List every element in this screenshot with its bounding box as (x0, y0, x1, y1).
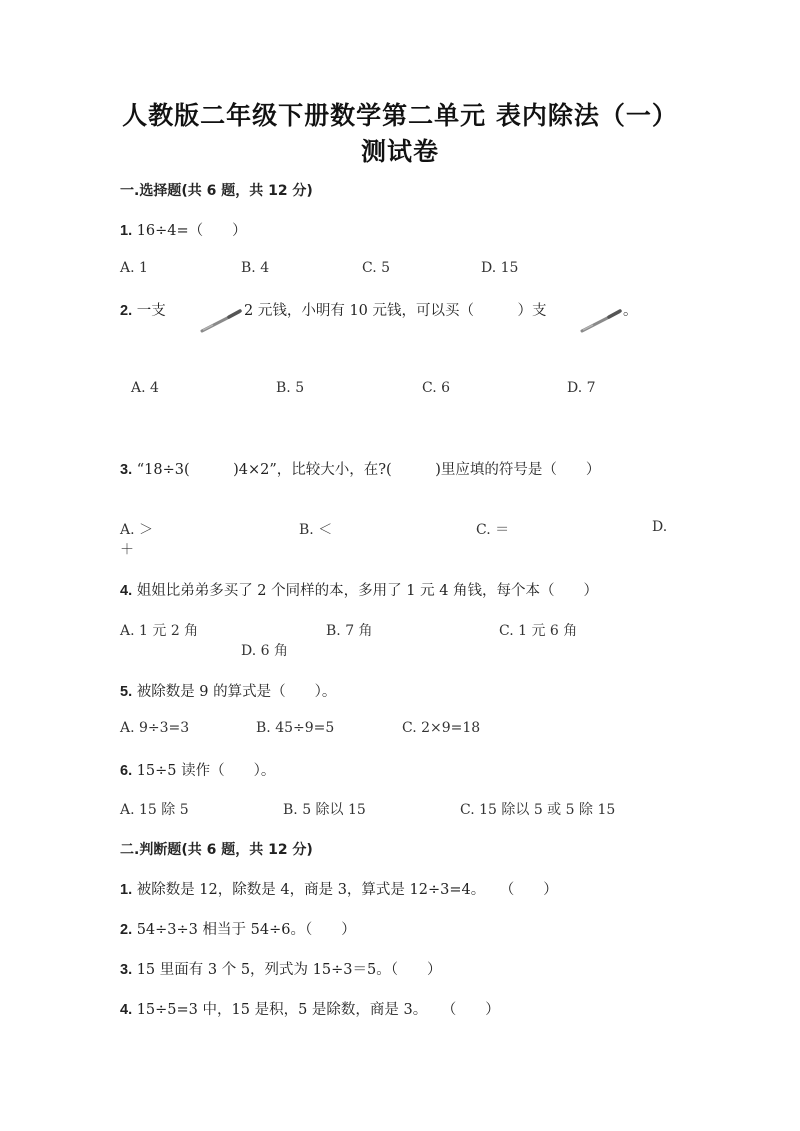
judgment-question-1 (120, 878, 558, 899)
question-1 (120, 219, 247, 240)
option-b: B. ＜ (299, 522, 333, 538)
option-a: A. 1 (120, 260, 148, 276)
option-a: A. 15 除 5 (120, 802, 189, 818)
question-6 (120, 759, 275, 780)
option-d-value: ＋ (120, 542, 134, 558)
option-c: C. 1 元 6 角 (499, 623, 578, 639)
question-2-text-b: 2 元钱，小明有 10 元钱，可以买（ ）支 (244, 303, 547, 319)
option-d: D. 15 (481, 260, 519, 276)
option-c: C. 6 (422, 380, 451, 396)
question-2-text-c: 。 (623, 303, 638, 319)
question-text: 15 里面有 3 个 5，列式为 15÷3＝5。（ ） (132, 962, 442, 978)
question-text: 54÷3÷3 相当于 54÷6。（ ） (132, 922, 356, 938)
option-b: B. 7 角 (326, 623, 373, 639)
option-d: D. (652, 519, 668, 535)
option-a: A. 1 元 2 角 (120, 623, 199, 639)
question-text-part-a: 一支 (132, 303, 166, 319)
pen-icon (579, 306, 623, 334)
option-c: C. ＝ (476, 522, 510, 538)
section-header-judgment: 二.判断题(共 6 题，共 12 分) (120, 842, 313, 858)
question-text: 15÷5 读作（ ）。 (132, 763, 276, 779)
question-text: “18÷3( )4×2”，比较大小，在?( )里应填的符号是（ ） (132, 462, 601, 478)
question-text: 被除数是 12，除数是 4，商是 3，算式是 12÷3=4。 （ ） (132, 882, 558, 898)
option-d: D. 6 角 (241, 643, 288, 659)
option-d: D. 7 (567, 380, 596, 396)
judgment-question-4 (120, 998, 500, 1019)
question-number: 2. (120, 303, 133, 319)
question-number: 6. (120, 763, 133, 779)
judgment-question-3 (120, 958, 441, 979)
question-text: 16÷4=（ ） (132, 223, 247, 239)
option-c: C. 15 除以 5 或 5 除 15 (460, 802, 616, 818)
question-4 (120, 579, 598, 600)
judgment-question-2 (120, 918, 356, 939)
option-b: B. 4 (241, 260, 270, 276)
question-number: 4. (120, 583, 133, 599)
question-number: 3. (120, 962, 133, 978)
option-c: C. 5 (362, 260, 391, 276)
section-header-choice: 一.选择题(共 6 题，共 12 分) (120, 183, 313, 199)
question-number: 4. (120, 1002, 133, 1018)
question-2 (120, 299, 166, 320)
option-b: B. 5 除以 15 (283, 802, 366, 818)
question-number: 2. (120, 922, 133, 938)
page-title: 人教版二年级下册数学第二单元 表内除法（一） (122, 101, 678, 130)
question-number: 3. (120, 462, 133, 478)
question-text: 姐姐比弟弟多买了 2 个同样的本，多用了 1 元 4 角钱，每个本（ ） (132, 583, 599, 599)
page-subtitle: 测试卷 (360, 137, 439, 166)
question-number: 5. (120, 684, 133, 700)
question-5 (120, 680, 336, 701)
option-a: A. 4 (131, 380, 159, 396)
pen-icon (199, 306, 243, 334)
question-number: 1. (120, 223, 133, 239)
option-c: C. 2×9=18 (402, 720, 481, 736)
question-text: 15÷5=3 中，15 是积，5 是除数，商是 3。 （ ） (132, 1002, 500, 1018)
option-a: A. ＞ (120, 522, 154, 538)
option-a: A. 9÷3=3 (120, 720, 190, 736)
question-3 (120, 458, 600, 479)
question-number: 1. (120, 882, 133, 898)
option-b: B. 5 (276, 380, 305, 396)
question-text: 被除数是 9 的算式是（ ）。 (132, 684, 337, 700)
option-b: B. 45÷9=5 (256, 720, 335, 736)
